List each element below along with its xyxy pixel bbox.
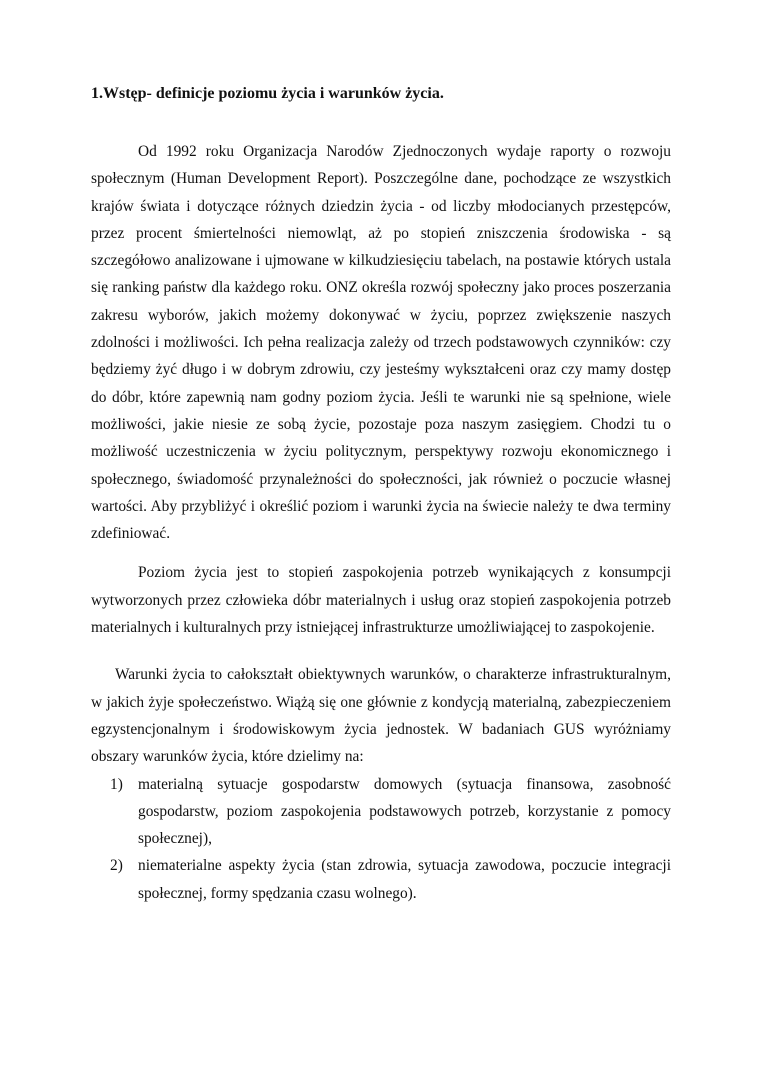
paragraph-poziom-zycia: Poziom życia jest to stopień zaspokojenia potrzeb wynikających z konsumpcji wytworzonych przez człowieka dóbr materialnych i usług oraz stopień zaspokojenia potrzeb materialnych i kulturalnych przy istniejącej infrastrukturze umożliwiającej to zaspokojenie. <box>91 564 671 637</box>
section-heading: 1.Wstęp- definicje poziomu życia i warunków życia. <box>91 85 444 102</box>
paragraph-warunki-zycia: Warunki życia to całokształt obiektywnych warunków, o charakterze infrastrukturalnym, w jakich żyje społeczeństwo. Wiążą się one głównie z kondycją materialną, zabezpieczeniem egzystencjonalnym i środowiskowym życia jednostek. W badaniach GUS wyróżniamy obszary warunków życia, które dzielimy na: <box>91 666 671 766</box>
list-marker: 1) <box>110 775 123 793</box>
list-item-text: niematerialne aspekty życia (stan zdrowia, sytuacja zawodowa, poczucie integracji społecznej, formy spędzania czasu wolnego). <box>138 857 671 902</box>
list-item <box>91 771 671 853</box>
list-item-text: materialną sytuacje gospodarstw domowych (sytuacja finansowa, zasobność gospodarstw, poziom zaspokojenia podstawowych potrzeb, korzystanie z pomocy społecznej), <box>138 775 671 848</box>
conditions-list <box>91 771 671 907</box>
list-marker: 2) <box>110 857 123 875</box>
paragraph-intro: Od 1992 roku Organizacja Narodów Zjednoczonych wydaje raporty o rozwoju społecznym (Human Development Report). Poszczególne dane, pochodzące ze wszystkich krajów świata i dotyczące różnych dziedzin życia - od liczby młodocianych przestępców, przez procent śmiertelności niemowląt, aż po stopień zniszczenia środowiska - są szczegółowo analizowane i ujmowane w kilkudziesięciu tabelach, na postawie których ustala się ranking państw dla każdego roku. ONZ określa rozwój społeczny jako proces poszerzania zakresu wyborów, jakich możemy dokonywać w życiu, poprzez zwiększenie naszych zdolności i możliwości. Ich pełna realizacja zależy od trzech podstawowych czynników: czy będziemy żyć długo i w dobrym zdrowiu, czy jesteśmy wykształceni oraz czy mamy dostęp do dóbr, które zapewnią nam godny poziom życia. Jeśli te warunki nie są spełnione, wiele możliwości, jakie niesie ze sobą życie, pozostaje poza naszym zasięgiem. Chodzi tu o możliwość uczestniczenia w życiu politycznym, perspektywy rozwoju ekonomicznego i społecznego, świadomość przynależności do społeczności, jak również o poczucie własnej wartości. Aby przybliżyć i określić poziom i warunki życia na świecie należy te dwa terminy zdefiniować. <box>91 143 671 543</box>
list-item <box>91 852 671 907</box>
document-page <box>91 84 671 907</box>
